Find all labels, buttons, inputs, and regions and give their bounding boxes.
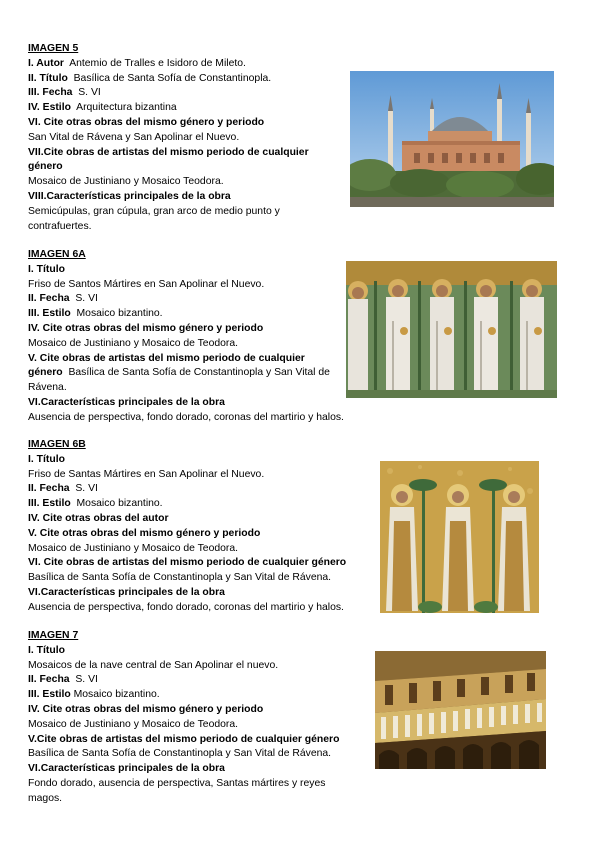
- field-value: Friso de Santos Mártires en San Apolinar el Nuevo.: [28, 278, 265, 290]
- field-value: Mosaico de Justiniano y Mosaico de Teodora.: [28, 718, 239, 730]
- field-label: IV. Cite otras obras del mismo género y periodo: [28, 322, 264, 334]
- field-value: S. VI: [78, 87, 101, 99]
- field-value: S. VI: [75, 674, 98, 686]
- field-value: Arquitectura bizantina: [76, 102, 177, 114]
- santos-martires-mosaic-photo: [346, 261, 557, 398]
- field-value: Antemio de Tralles e Isidoro de Mileto.: [69, 57, 246, 69]
- field-label: III. Fecha: [28, 87, 73, 99]
- field-label: III. Estilo: [28, 689, 71, 701]
- section-heading: IMAGEN 6A: [28, 249, 86, 260]
- field-value: Mosaico de Justiniano y Mosaico de Teodora.: [28, 542, 239, 554]
- field-value: Friso de Santas Mártires en San Apolinar el Nuevo.: [28, 468, 265, 480]
- hagia-sophia-photo: [350, 71, 554, 207]
- section-heading: IMAGEN 6B: [28, 439, 86, 450]
- field-label: I. Autor: [28, 57, 64, 69]
- field-label: I. Título: [28, 644, 65, 656]
- field-label: II. Fecha: [28, 483, 70, 495]
- field-value: Ausencia de perspectiva, fondo dorado, coronas del martirio y halos.: [28, 601, 344, 613]
- field-value: Mosaico de Justiniano y Mosaico Teodora.: [28, 176, 224, 188]
- field-label: VI.Características principales de la obra: [28, 586, 225, 598]
- field-value: Mosaico bizantino.: [76, 498, 163, 510]
- field-value: S. VI: [75, 483, 98, 495]
- field-value: Semicúpulas, gran cúpula, gran arco de medio punto y contrafuertes.: [28, 205, 280, 232]
- field-value: Fondo dorado, ausencia de perspectiva, Santas mártires y reyes magos.: [28, 777, 326, 804]
- section-heading: IMAGEN 7: [28, 630, 79, 641]
- field-value: Basílica de Santa Sofía de Constantinopla y San Vital de Rávena.: [28, 572, 332, 584]
- field-label: III. Estilo: [28, 498, 71, 510]
- field-value: Mosaico bizantino.: [76, 308, 163, 320]
- field-value: Basílica de Santa Sofía de Constantinopla y San Vital de Rávena.: [28, 367, 330, 394]
- field-label: I. Título: [28, 453, 65, 465]
- field-label: II. Título: [28, 72, 68, 84]
- field-label: V. Cite otras obras del mismo género y periodo: [28, 527, 261, 539]
- field-label: V. Cite obras de artistas del mismo periodo de cualquier género: [28, 352, 305, 379]
- field-label: IV. Cite otras obras del mismo género y periodo: [28, 703, 264, 715]
- section-heading: IMAGEN 5: [28, 43, 79, 54]
- field-value: San Vital de Rávena y San Apolinar el Nuevo.: [28, 131, 240, 143]
- field-label: VI.Características principales de la obra: [28, 763, 225, 775]
- field-label: VI. Cite otras obras del mismo género y periodo: [28, 116, 265, 128]
- section-imagen-6a: [28, 248, 344, 426]
- field-value: Ausencia de perspectiva, fondo dorado, coronas del martirio y halos.: [28, 411, 344, 423]
- field-label: VI. Cite obras de artistas del mismo periodo de cualquier género: [28, 557, 347, 569]
- field-label: VIII.Características principales de la obra: [28, 190, 231, 202]
- field-label: III. Estilo: [28, 308, 71, 320]
- field-value: Basílica de Santa Sofía de Constantinopla y San Vital de Rávena.: [28, 748, 332, 760]
- field-label: IV. Estilo: [28, 102, 71, 114]
- section-imagen-7: [28, 629, 358, 807]
- section-imagen-5: [28, 42, 338, 234]
- field-value: Mosaicos de la nave central de San Apolinar el nuevo.: [28, 659, 279, 671]
- field-label: VI.Características principales de la obra: [28, 396, 225, 408]
- field-label: VII.Cite obras de artistas del mismo periodo de cualquier género: [28, 146, 309, 173]
- field-value: Basílica de Santa Sofía de Constantinopla.: [73, 72, 272, 84]
- field-value: Mosaico de Justiniano y Mosaico de Teodora.: [28, 337, 239, 349]
- field-label: IV. Cite otras obras del autor: [28, 512, 169, 524]
- field-label: I. Título: [28, 263, 65, 275]
- santas-martires-mosaic-photo: [380, 461, 539, 613]
- field-label: II. Fecha: [28, 674, 70, 686]
- nave-central-mosaic-photo: [375, 651, 546, 769]
- section-imagen-6b: [28, 438, 346, 616]
- field-value: Mosaico bizantino.: [73, 689, 160, 701]
- field-label: II. Fecha: [28, 293, 70, 305]
- field-label: V.Cite obras de artistas del mismo periodo de cualquier género: [28, 733, 340, 745]
- field-value: S. VI: [75, 293, 98, 305]
